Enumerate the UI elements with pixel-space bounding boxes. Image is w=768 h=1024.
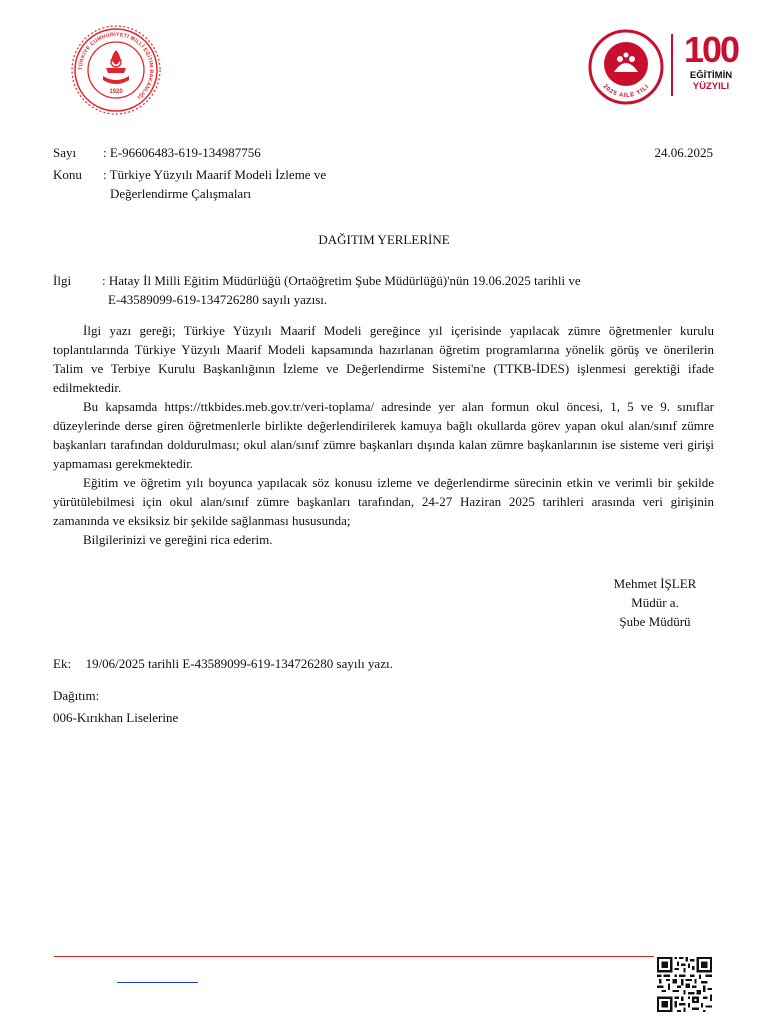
body-paragraph: Eğitim ve öğretim yılı boyunca yapılacak söz konusu izleme ve değerlendirme sürecinin etkin ve verimli bir şekilde yürütülebilmesi için okul alan/sınıf zümre başkanları tarafından, 24-27 Haziran 2025 tarihleri arasında veri girişinin zamanında ve eksiksiz bir şekilde sağlanması hususunda; xyxy=(53,475,714,528)
letter-body xyxy=(53,321,714,549)
qr-code-icon xyxy=(657,957,712,1012)
footer-link-underline[interactable] xyxy=(117,982,198,983)
century-number-text: 100 xyxy=(683,29,739,68)
konu-value-line1: : Türkiye Yüzyılı Maarif Modeli İzleme ve xyxy=(103,167,327,182)
konu-label: Konu xyxy=(53,167,82,182)
ilgi-line1: : Hatay İl Milli Eğitim Müdürlüğü (Ortaöğretim Şube Müdürlüğü)'nün 19.06.2025 tarihli ve xyxy=(102,273,581,288)
ilgi-line2: E-43589099-619-134726280 sayılı yazısı. xyxy=(108,292,328,307)
century-of-education-logo xyxy=(676,28,746,100)
document-date: 24.06.2025 xyxy=(654,145,713,160)
body-paragraph: Bu kapsamda https://ttkbides.meb.gov.tr/veri-toplama/ adresinde yer alan formun okul öncesi, 1, 5 ve 9. sınıflar düzeylerinde derse giren öğretmenlerle birlikte değerlendirilerek kamuya bağlı okullarda görev yapan okul alan/sınıf zümre başkanları tarafından doldurulması; okul alan/sınıf zümre başkanları dışında kalan zümre başkanlarının ise sisteme veri girişi yapmaması gerekmektedir. xyxy=(53,399,714,471)
signature-block xyxy=(580,574,730,631)
distribution-value: 006-Kırıkhan Liselerine xyxy=(53,710,179,725)
seal-ring-text: TÜRKİYE CUMHURİYETİ MİLLÎ EĞİTİM BAKANLIĞI xyxy=(77,31,155,100)
century-logo-line1: EĞİTİMİN xyxy=(689,70,733,81)
seal-year: 1920 xyxy=(109,89,123,95)
attachment-label: Ek: xyxy=(53,656,72,671)
family-year-logo xyxy=(585,26,667,108)
konu-value-line2: Değerlendirme Çalışmaları xyxy=(110,186,252,201)
sayi-value: : E-96606483-619-134987756 xyxy=(103,145,261,160)
attachment-value: 19/06/2025 tarihli E-43589099-619-134726280 sayılı yazı. xyxy=(85,656,393,671)
signatory-title2: Şube Müdürü xyxy=(619,614,691,629)
recipient-heading: DAĞITIM YERLERİNE xyxy=(318,232,450,247)
ministry-seal-logo xyxy=(70,24,162,116)
distribution-label: Dağıtım: xyxy=(53,688,100,703)
sayi-label: Sayı xyxy=(53,145,77,160)
body-paragraph: Bilgilerinizi ve gereğini rica ederim. xyxy=(83,532,273,547)
century-logo-line2: YÜZYILI xyxy=(692,81,730,92)
signatory-name: Mehmet İŞLER xyxy=(613,576,697,591)
ilgi-label: İlgi xyxy=(53,273,72,288)
family-year-caption: 2025 AİLE YILI xyxy=(601,83,651,100)
signatory-title1: Müdür a. xyxy=(631,595,679,610)
body-paragraph: İlgi yazı gereği; Türkiye Yüzyılı Maarif Modeli gereğince yıl içerisinde yapılacak zümre öğretmenler kurulu toplantılarında Türkiye Yüzyılı Maarif Modeli kapsamında hazırlanan öğretim programlarına yönelik görüş ve önerilerin Talim ve Terbiye Kurulu Başkanlığının İzleme ve Değerlendirme Sistemi'ne (TTKB-İDES) işlenmesi gerektiği ifade edilmektedir. xyxy=(53,323,714,395)
century-number xyxy=(676,28,746,68)
footer-divider xyxy=(54,956,654,957)
attachment-line xyxy=(53,654,393,673)
logo-divider xyxy=(671,34,673,96)
